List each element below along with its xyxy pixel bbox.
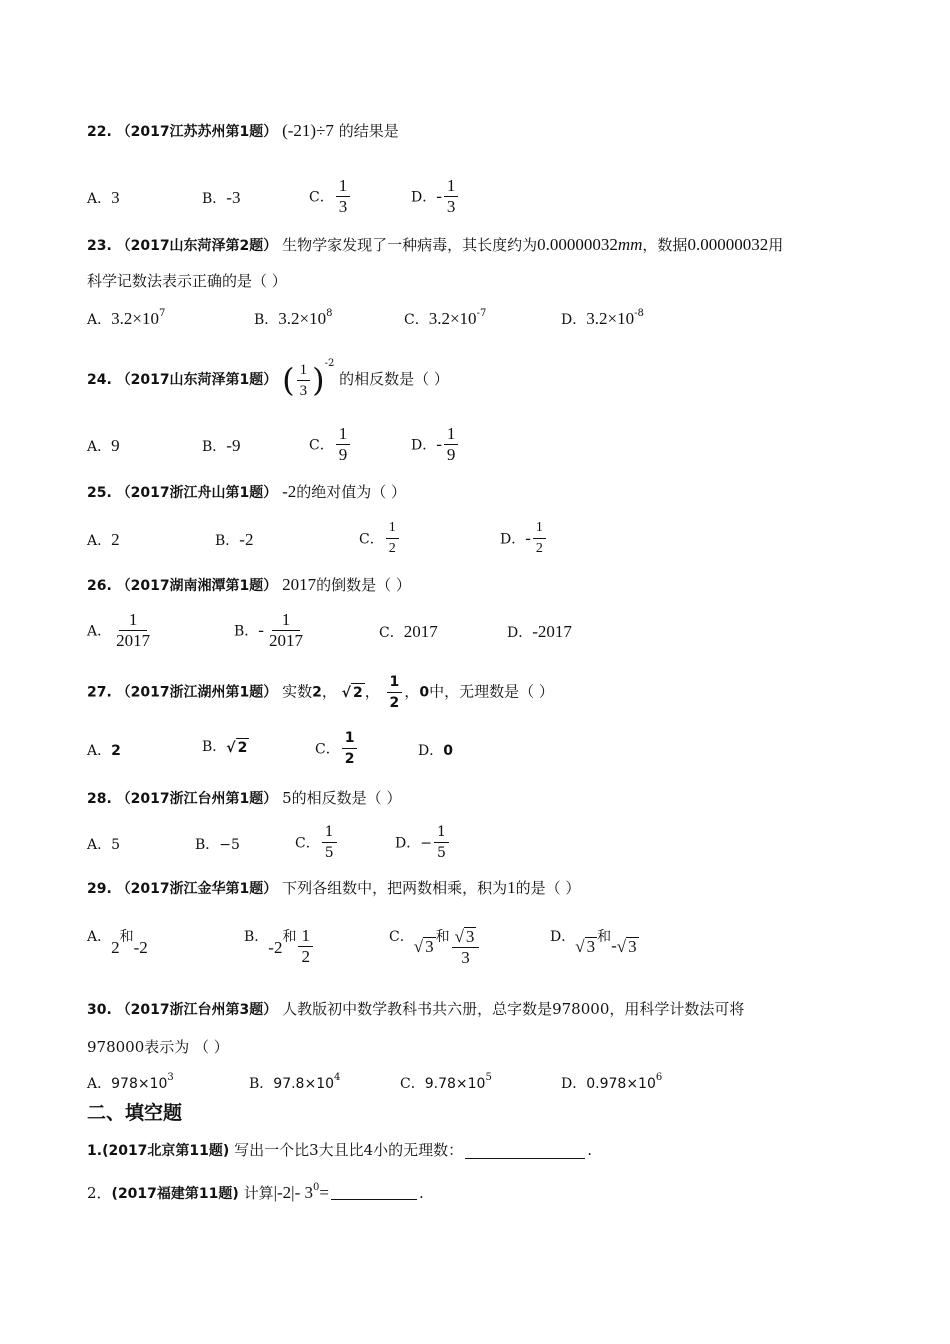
option-c[interactable]: C． $\frac{1}{5}$ [295, 822, 339, 863]
question-number: 26. [87, 578, 112, 594]
sqrt-symbol: √ 2 [226, 739, 248, 756]
question-source: （2017浙江舟山第1题） [116, 485, 278, 501]
question-25 [87, 482, 406, 503]
option-d[interactable]: D．- $\frac{1}{2}$ [500, 518, 548, 559]
option-a[interactable]: A．$978\times 10^3$ [87, 1072, 174, 1092]
answer-blank[interactable] [331, 1189, 417, 1200]
sqrt-symbol: √ 2 [341, 684, 363, 701]
question-source: （2017湖南湘潭第1题） [116, 578, 278, 594]
question-text: 计算 [243, 1184, 274, 1202]
option-c[interactable]: C．2017 [379, 622, 438, 641]
question-unit: mm [617, 235, 643, 254]
question-28 [87, 788, 401, 809]
separator: ， [404, 682, 420, 701]
question-expression: -2 [282, 482, 297, 501]
option-c[interactable]: C．$3.2\times 10^{-7}$ [404, 308, 487, 328]
question-source: (2017北京第11题) [102, 1143, 230, 1159]
option-d[interactable]: D．√ 3 和-√ 3 [550, 929, 637, 956]
option-c[interactable]: C． $\frac{1}{2}$ [315, 728, 359, 769]
question-number: 2． [87, 1184, 112, 1202]
question-value: 0.00000032 [537, 235, 618, 254]
question-expression: - 3 [294, 1183, 313, 1202]
section-heading: 二、填空题 [87, 1102, 183, 1124]
question-23-line2: 科学记数法表示正确的是（ ） [87, 272, 287, 290]
question-expression: (-21)÷7 [282, 121, 334, 140]
question-number: 1. [87, 1143, 103, 1159]
question-source: （2017浙江台州第3题） [116, 1002, 278, 1018]
question-30 [87, 999, 744, 1020]
question-30-line2: 978000表示为 （ ） [87, 1038, 229, 1056]
answer-blank[interactable] [465, 1144, 585, 1159]
question-source: (2017福建第11题) [111, 1186, 239, 1202]
option-d[interactable]: D．- $\frac{1}{9}$ [411, 424, 460, 465]
option-d[interactable]: D．- $\frac{1}{3}$ [411, 176, 460, 217]
option-b[interactable]: B．-2 [215, 530, 254, 549]
fill-question-1 [87, 1140, 592, 1161]
abs-expression: |-2| [273, 1183, 295, 1202]
option-b[interactable]: B．√ 2 [202, 739, 248, 756]
option-c[interactable]: C．√ 3 和 $\frac{√ 3}{3}$ [389, 926, 481, 968]
question-text: 的绝对值为（ ） [296, 483, 407, 501]
question-number: 28. [87, 791, 112, 807]
question-source: （2017山东菏泽第2题） [116, 238, 278, 254]
question-22 [87, 121, 399, 142]
option-d[interactable]: D．0 [418, 743, 453, 759]
option-c[interactable]: C． $\frac{1}{2}$ [359, 518, 401, 559]
sqrt-symbol: √ 3 [575, 937, 596, 956]
sqrt-symbol: √ 3 [413, 937, 434, 956]
period: . [587, 1141, 592, 1159]
question-text: 的是（ ） [515, 879, 581, 897]
question-text: 下列各组数中，把两数相乘，积为 [282, 879, 508, 897]
question-23 [87, 235, 783, 256]
question-number: 29. [87, 881, 112, 897]
option-b[interactable]: B．- $\frac{1}{2017}$ [234, 610, 303, 650]
exponent: 0 [313, 1182, 320, 1193]
question-source: （2017浙江湖州第1题） [116, 684, 278, 701]
number: 1 [507, 878, 516, 897]
option-d[interactable]: D．− $\frac{1}{5}$ [395, 822, 451, 863]
question-expression: 5 [282, 789, 292, 807]
question-text: 写出一个比3大且比4小的无理数： [234, 1141, 464, 1159]
question-number: 25. [87, 485, 112, 501]
question-text: 用 [768, 236, 784, 254]
question-source: （2017江苏苏州第1题） [116, 124, 278, 140]
option-a[interactable]: A． $\frac{1}{2017}$ [87, 610, 151, 650]
option-c[interactable]: C．$9.78\times 10^5$ [400, 1072, 492, 1092]
option-b[interactable]: B．-3 [202, 188, 241, 207]
question-text: 的结果是 [338, 122, 399, 140]
question-text: 的倒数是（ ） [316, 576, 411, 594]
option-b[interactable]: B．-9 [202, 436, 241, 455]
question-26 [87, 575, 411, 596]
option-a[interactable]: A．2 [87, 530, 120, 549]
question-number: 24. [87, 372, 112, 388]
option-a[interactable]: A．9 [87, 436, 120, 455]
equals-sign: = [319, 1183, 329, 1202]
sqrt-symbol: √ 3 [616, 937, 637, 956]
question-27: 27. （2017浙江湖州第1题） 实数2， √ 2 ， $\frac{1}{2}$ ，0中，无理数是（ ） [87, 674, 554, 711]
question-text: 人教版初中数学教科书共六册，总字数是978000，用科学计数法可将 [282, 1000, 745, 1018]
question-text: 的相反数是（ ） [339, 370, 449, 388]
question-source: （2017山东菏泽第1题） [116, 372, 278, 388]
question-source: （2017浙江金华第1题） [116, 881, 278, 897]
option-a[interactable]: A．5 [87, 837, 121, 853]
option-d[interactable]: D．-2017 [507, 622, 572, 641]
question-text: 中，无理数是（ ） [429, 682, 554, 701]
question-value: 0.00000032 [687, 235, 769, 254]
option-b[interactable]: B．$3.2\times 10^8$ [254, 308, 333, 328]
option-d[interactable]: D．$3.2\times 10^{-8}$ [561, 308, 644, 328]
question-text: 生物学家发现了一种病毒，其长度约为 [282, 236, 538, 254]
question-expression: 2017 [282, 575, 317, 594]
question-number: 22. [87, 124, 112, 140]
option-b[interactable]: B．−5 [195, 837, 240, 853]
question-29 [87, 878, 580, 899]
option-a[interactable]: A．3 [87, 188, 120, 207]
option-b[interactable]: B．-2和 $\frac{1}{2}$ [244, 926, 315, 967]
option-b[interactable]: B．$97.8\times 10^4$ [249, 1072, 341, 1092]
exponent: -2 [324, 358, 335, 369]
question-text: 的相反数是（ ） [291, 789, 402, 807]
question-number: 27. [87, 684, 112, 701]
question-source: （2017浙江台州第1题） [116, 791, 278, 807]
number: 2 [312, 684, 322, 701]
option-d[interactable]: D．$0.978\times 10^6$ [561, 1072, 663, 1092]
option-c[interactable]: C． $\frac{1}{9}$ [309, 424, 352, 465]
period: . [418, 1184, 424, 1202]
option-a[interactable]: A．2和-2 [87, 929, 148, 957]
option-a[interactable]: A．$3.2\times 10^7$ [87, 308, 166, 328]
question-number: 23. [87, 238, 112, 254]
question-text: 实数 [282, 682, 313, 701]
option-c[interactable]: C． $\frac{1}{3}$ [309, 176, 352, 217]
question-number: 30. [87, 1002, 112, 1018]
question-24: 24. （2017山东菏泽第1题） ( $\frac{1}{3}$ )$^{-2}$ 的相反数是（ ） [87, 358, 449, 399]
sqrt-symbol: √ 3 [454, 927, 475, 947]
option-a[interactable]: A．2 [87, 743, 121, 759]
fill-question-2 [87, 1178, 424, 1204]
number: 0 [419, 684, 430, 701]
question-text: ，数据 [642, 236, 688, 254]
separator: ， [321, 682, 337, 701]
separator: ， [364, 682, 380, 701]
